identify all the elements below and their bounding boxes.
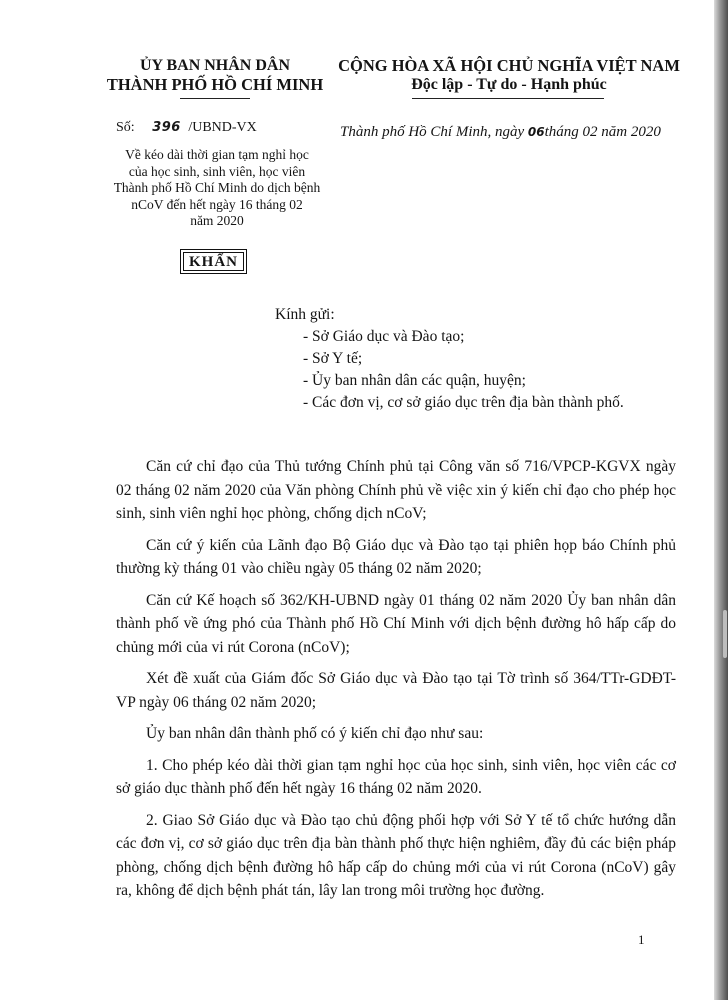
so-number: 396 (152, 120, 181, 135)
recipient-item: - Các đơn vị, cơ sở giáo dục trên địa bàn thành phố. (303, 394, 624, 411)
summary-line: nCoV đến hết ngày 16 tháng 02 (131, 196, 303, 212)
date-day: 06 (527, 125, 545, 139)
body-paragraph: Căn cứ ý kiến của Lãnh đạo Bộ Giáo dục và Đào tạo tại phiên họp báo Chính phủ thường kỳ tháng 01 vào chiều ngày 05 tháng 02 năm 2020; (116, 536, 676, 577)
body-paragraph: 2. Giao Sở Giáo dục và Đào tạo chủ động phối hợp với Sở Y tế tổ chức hướng dẫn các đơn vị, cơ sở giáo dục trên địa bàn thành phố thực hiện nghiêm, đầy đủ các biện pháp phòng, chống dịch bệnh đường hô hấp cấp do chủng mới của vi rút Corona (nCoV) gây ra, không để dịch bệnh phát tán, lây lan trong môi trường học đường. (116, 811, 676, 899)
summary-line: năm 2020 (190, 213, 244, 228)
motto-underline (412, 98, 604, 99)
summary-line: Thành phố Hồ Chí Minh do dịch bệnh (113, 180, 321, 195)
so-label: Số: (116, 120, 135, 135)
national-header (320, 56, 698, 94)
page-edge-shadow (714, 0, 728, 1000)
national-title: CỘNG HÒA XÃ HỘI CHỦ NGHĨA VIỆT NAM (338, 56, 680, 75)
date-suffix: tháng 02 năm 2020 (544, 124, 661, 140)
authority-line-2: THÀNH PHỐ HỒ CHÍ MINH (106, 75, 324, 94)
document-summary (92, 147, 342, 230)
page-number: 1 (638, 932, 645, 947)
issuing-authority (95, 56, 335, 94)
document-number (116, 120, 257, 136)
urgent-stamp-text: KHẨN (183, 252, 244, 271)
body-paragraph: Căn cứ Kế hoạch số 362/KH-UBND ngày 01 tháng 02 năm 2020 Ủy ban nhân dân thành phố về ứng phó của Thành phố Hồ Chí Minh với dịch bệnh đường hô hấp cấp do chủng mới của vi rút Corona (nCoV); (116, 591, 676, 656)
document-body (116, 455, 676, 911)
so-suffix: /UBND-VX (188, 120, 257, 135)
recipients-label: Kính gửi: (275, 306, 335, 323)
recipients (275, 304, 695, 414)
issue-date (340, 124, 700, 141)
recipient-item: - Sở Y tế; (303, 350, 363, 367)
body-paragraph: 1. Cho phép kéo dài thời gian tạm nghỉ học của học sinh, sinh viên, học viên các cơ sở giáo dục thành phố đến hết ngày 16 tháng 02 năm 2020. (116, 756, 676, 797)
recipient-item: - Sở Giáo dục và Đào tạo; (303, 328, 465, 345)
urgent-stamp (183, 253, 244, 271)
summary-line: Về kéo dài thời gian tạm nghỉ học (125, 147, 309, 162)
body-paragraph: Xét đề xuất của Giám đốc Sở Giáo dục và Đào tạo tại Tờ trình số 364/TTr-GDĐT-VP ngày 06 tháng 02 năm 2020; (116, 670, 676, 711)
date-prefix: Thành phố Hồ Chí Minh, ngày (340, 124, 528, 140)
body-paragraph: Ủy ban nhân dân thành phố có ý kiến chỉ đạo như sau: (146, 725, 484, 742)
authority-underline (180, 98, 250, 99)
summary-line: của học sinh, sinh viên, học viên (128, 163, 306, 179)
recipient-item: - Ủy ban nhân dân các quận, huyện; (303, 372, 526, 389)
national-motto: Độc lập - Tự do - Hạnh phúc (411, 76, 607, 93)
authority-line-1: ỦY BAN NHÂN DÂN (139, 57, 291, 74)
body-paragraph: Căn cứ chỉ đạo của Thủ tướng Chính phủ tại Công văn số 716/VPCP-KGVX ngày 02 tháng 02 năm 2020 của Văn phòng Chính phủ về việc xin ý kiến chỉ đạo cho phép học sinh, sinh viên nghỉ học phòng, chống dịch nCoV; (116, 458, 676, 522)
scrollbar-thumb[interactable] (723, 610, 727, 658)
